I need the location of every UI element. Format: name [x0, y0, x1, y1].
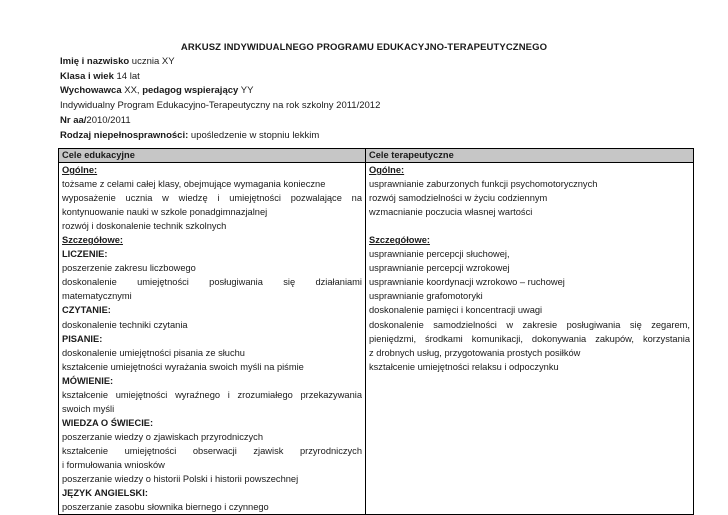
educational-goals-header: Cele edukacyjne — [59, 149, 366, 163]
number-label: Nr aa/ — [60, 114, 87, 126]
right-line: z drobnych usług, przygotowania prostych posiłków — [369, 347, 581, 358]
number-value: 2010/2011 — [86, 114, 131, 126]
document-title: ARKUSZ INDYWIDUALNEGO PROGRAMU EDUKACYJNO-TERAPEUTYCZNEGO — [180, 42, 548, 53]
right-line: usprawnianie koordynacji wzrokowo – ruchowej — [369, 277, 565, 288]
right-line: usprawnianie percepcji wzrokowej — [369, 263, 510, 274]
therapeutic-goals-cell — [366, 163, 694, 515]
left-line: Szczegółowe: — [62, 235, 123, 246]
left-line: doskonalenie techniki czytania — [62, 319, 188, 330]
student-info — [60, 55, 380, 143]
support-label: pedagog wspierający — [142, 85, 239, 97]
tutor-value: XX, — [121, 85, 143, 97]
right-line: doskonalenie pamięci i koncentracji uwagi — [369, 305, 543, 316]
disability-label: Rodzaj niepełnosprawności: — [60, 129, 189, 141]
student-name-label: Imię i nazwisko — [60, 56, 130, 67]
left-line: rozwój i doskonalenie technik szkolnych — [62, 221, 227, 232]
table-body-row — [59, 163, 694, 515]
class-line — [60, 70, 380, 85]
class-value: 14 lat — [113, 70, 140, 82]
left-line: kształcenie umiejętności wyrażania swoich myśli na piśmie — [62, 361, 304, 372]
left-line: Ogólne: — [62, 165, 98, 175]
disability-line — [60, 129, 380, 144]
right-line: rozwój samodzielności w życiu codziennym — [369, 193, 548, 204]
left-line: poszerzanie zasobu słownika biernego i czynnego — [62, 502, 269, 513]
educational-goals-cell — [59, 163, 366, 515]
table-header-row — [59, 149, 694, 163]
spacer — [369, 219, 690, 233]
left-line: doskonalenie umiejętności posługiwania się działaniami — [62, 277, 362, 288]
student-name-line — [60, 55, 380, 70]
right-line: kształcenie umiejętności relaksu i odpoczynku — [369, 361, 559, 372]
right-line: wzmacnianie poczucia własnej wartości — [369, 207, 533, 218]
right-line: pieniędzmi, środkami komunikacji, dokonywania zakupów, korzystania — [369, 333, 690, 344]
left-line: JĘZYK ANGIELSKI: — [62, 488, 148, 499]
tutor-label: Wychowawca — [60, 85, 122, 97]
left-line: kształcenie umiejętności wyraźnego i zrozumiałego przekazywania — [62, 389, 362, 400]
right-line: Szczegółowe: — [369, 235, 430, 246]
left-line: poszerzanie wiedzy o historii Polski i historii powszechnej — [62, 474, 299, 485]
support-value: YY — [238, 85, 254, 97]
number-line — [60, 114, 380, 129]
left-line: wyposażenie ucznia w wiedzę i umiejętności pozwalające na — [62, 193, 362, 204]
right-line: Ogólne: — [369, 165, 405, 175]
left-line: tożsame z celami całej klasy, obejmujące wymagania konieczne — [62, 179, 326, 190]
left-line: WIEDZA O ŚWIECIE: — [62, 417, 154, 428]
left-line: poszerzanie wiedzy o zjawiskach przyrodniczych — [62, 431, 263, 442]
left-line: matematycznymi — [62, 291, 132, 302]
program-line: Indywidualny Program Edukacyjno-Terapeutyczny na rok szkolny 2011/2012 — [60, 100, 381, 112]
left-line: doskonalenie umiejętności pisania ze słuchu — [62, 347, 245, 358]
tutor-line — [60, 84, 380, 99]
left-line: PISANIE: — [62, 333, 103, 344]
right-line: usprawnianie percepcji słuchowej, — [369, 249, 510, 260]
left-line: swoich myśli — [62, 403, 115, 414]
left-line: kształcenie umiejętności obserwacji zjawisk przyrodniczych — [62, 445, 362, 456]
left-line: i formułowania wniosków — [62, 459, 165, 470]
left-line: kontynuowanie nauki w szkole ponadgimnazjalnej — [62, 207, 268, 218]
goals-table — [58, 148, 694, 515]
student-name-value: ucznia XY — [129, 56, 175, 67]
right-line: usprawnianie grafomotoryki — [369, 291, 483, 302]
disability-value: upośledzenie w stopniu lekkim — [188, 129, 320, 141]
class-label: Klasa i wiek — [60, 70, 114, 82]
left-line: LICZENIE: — [62, 249, 108, 260]
right-line: doskonalenie samodzielności w zakresie posługiwania się zegarem, — [369, 319, 690, 330]
right-line: usprawnianie zaburzonych funkcji psychomotorycznych — [369, 179, 598, 190]
left-line: poszerzenie zakresu liczbowego — [62, 263, 196, 274]
therapeutic-goals-header: Cele terapeutyczne — [366, 149, 694, 163]
left-line: CZYTANIE: — [62, 305, 111, 316]
left-line: MÓWIENIE: — [62, 375, 114, 386]
